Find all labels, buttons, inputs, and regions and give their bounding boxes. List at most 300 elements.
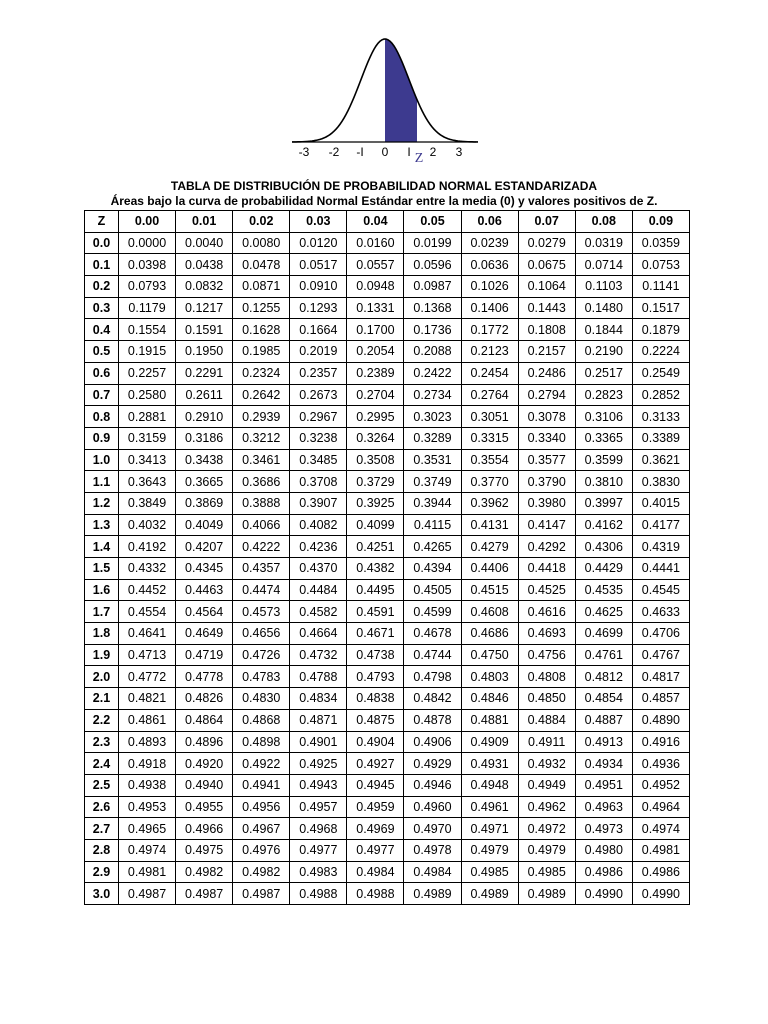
- probability-cell: 0.1217: [176, 297, 233, 319]
- probability-cell: 0.2939: [233, 406, 290, 428]
- probability-cell: 0.2517: [575, 362, 632, 384]
- probability-cell: 0.0675: [518, 254, 575, 276]
- table-row: [85, 774, 690, 796]
- probability-cell: 0.4345: [176, 558, 233, 580]
- probability-cell: 0.4535: [575, 579, 632, 601]
- z-value-cell: 1.7: [85, 601, 119, 623]
- probability-cell: 0.1985: [233, 341, 290, 363]
- probability-cell: 0.4838: [347, 688, 404, 710]
- table-row: [85, 839, 690, 861]
- z-value-cell: 1.1: [85, 471, 119, 493]
- probability-cell: 0.0438: [176, 254, 233, 276]
- probability-cell: 0.2190: [575, 341, 632, 363]
- probability-cell: 0.0517: [290, 254, 347, 276]
- probability-cell: 0.4985: [461, 861, 518, 883]
- table-row: [85, 276, 690, 298]
- probability-cell: 0.0793: [119, 276, 176, 298]
- probability-cell: 0.3554: [461, 449, 518, 471]
- probability-cell: 0.2967: [290, 406, 347, 428]
- probability-cell: 0.3264: [347, 427, 404, 449]
- probability-cell: 0.1480: [575, 297, 632, 319]
- z-value-cell: 0.9: [85, 427, 119, 449]
- probability-cell: 0.4965: [119, 818, 176, 840]
- probability-cell: 0.2673: [290, 384, 347, 406]
- probability-cell: 0.0398: [119, 254, 176, 276]
- probability-cell: 0.4131: [461, 514, 518, 536]
- probability-cell: 0.4554: [119, 601, 176, 623]
- probability-cell: 0.4236: [290, 536, 347, 558]
- probability-cell: 0.3749: [404, 471, 461, 493]
- probability-cell: 0.4616: [518, 601, 575, 623]
- probability-cell: 0.3023: [404, 406, 461, 428]
- column-header: 0.03: [290, 211, 347, 233]
- probability-cell: 0.4515: [461, 579, 518, 601]
- z-value-cell: 2.4: [85, 753, 119, 775]
- probability-cell: 0.3315: [461, 427, 518, 449]
- probability-cell: 0.1141: [632, 276, 689, 298]
- probability-cell: 0.4962: [518, 796, 575, 818]
- probability-cell: 0.1591: [176, 319, 233, 341]
- probability-cell: 0.1293: [290, 297, 347, 319]
- probability-cell: 0.1064: [518, 276, 575, 298]
- normal-curve-figure: [0, 0, 768, 175]
- column-header: 0.05: [404, 211, 461, 233]
- probability-cell: 0.4738: [347, 644, 404, 666]
- probability-cell: 0.4989: [518, 883, 575, 905]
- probability-cell: 0.4382: [347, 558, 404, 580]
- probability-cell: 0.2734: [404, 384, 461, 406]
- probability-cell: 0.1103: [575, 276, 632, 298]
- z-value-cell: 2.0: [85, 666, 119, 688]
- z-value-cell: 0.2: [85, 276, 119, 298]
- z-value-cell: 3.0: [85, 883, 119, 905]
- table-row: [85, 666, 690, 688]
- probability-cell: 0.3289: [404, 427, 461, 449]
- probability-cell: 0.4850: [518, 688, 575, 710]
- probability-cell: 0.4177: [632, 514, 689, 536]
- probability-cell: 0.4945: [347, 774, 404, 796]
- probability-cell: 0.3907: [290, 492, 347, 514]
- probability-cell: 0.4977: [290, 839, 347, 861]
- z-value-cell: 0.7: [85, 384, 119, 406]
- probability-cell: 0.2054: [347, 341, 404, 363]
- probability-cell: 0.3212: [233, 427, 290, 449]
- probability-cell: 0.4693: [518, 623, 575, 645]
- probability-cell: 0.4955: [176, 796, 233, 818]
- probability-cell: 0.4292: [518, 536, 575, 558]
- header-row: [85, 211, 690, 233]
- probability-cell: 0.2823: [575, 384, 632, 406]
- probability-cell: 0.3869: [176, 492, 233, 514]
- probability-cell: 0.4920: [176, 753, 233, 775]
- z-value-cell: 0.3: [85, 297, 119, 319]
- table-row: [85, 341, 690, 363]
- probability-cell: 0.0000: [119, 232, 176, 254]
- probability-cell: 0.4990: [632, 883, 689, 905]
- probability-cell: 0.4032: [119, 514, 176, 536]
- probability-cell: 0.4099: [347, 514, 404, 536]
- probability-cell: 0.0910: [290, 276, 347, 298]
- probability-cell: 0.0239: [461, 232, 518, 254]
- probability-cell: 0.0319: [575, 232, 632, 254]
- probability-cell: 0.2454: [461, 362, 518, 384]
- probability-cell: 0.4441: [632, 558, 689, 580]
- probability-cell: 0.0080: [233, 232, 290, 254]
- probability-cell: 0.4929: [404, 753, 461, 775]
- probability-cell: 0.1406: [461, 297, 518, 319]
- z-value-cell: 0.5: [85, 341, 119, 363]
- probability-cell: 0.4990: [575, 883, 632, 905]
- probability-cell: 0.4979: [461, 839, 518, 861]
- probability-cell: 0.2764: [461, 384, 518, 406]
- probability-cell: 0.4980: [575, 839, 632, 861]
- probability-cell: 0.2389: [347, 362, 404, 384]
- probability-cell: 0.4940: [176, 774, 233, 796]
- probability-cell: 0.4936: [632, 753, 689, 775]
- probability-cell: 0.4147: [518, 514, 575, 536]
- probability-cell: 0.4756: [518, 644, 575, 666]
- probability-cell: 0.4732: [290, 644, 347, 666]
- probability-cell: 0.4967: [233, 818, 290, 840]
- z-value-cell: 1.5: [85, 558, 119, 580]
- column-header: 0.04: [347, 211, 404, 233]
- probability-cell: 0.3340: [518, 427, 575, 449]
- probability-cell: 0.0279: [518, 232, 575, 254]
- z-value-cell: 2.8: [85, 839, 119, 861]
- probability-cell: 0.4706: [632, 623, 689, 645]
- probability-cell: 0.2257: [119, 362, 176, 384]
- probability-cell: 0.4893: [119, 731, 176, 753]
- probability-cell: 0.4788: [290, 666, 347, 688]
- table-row: [85, 232, 690, 254]
- table-row: [85, 362, 690, 384]
- probability-cell: 0.0596: [404, 254, 461, 276]
- table-row: [85, 384, 690, 406]
- z-value-cell: 0.6: [85, 362, 119, 384]
- axis-tick-label: 3: [455, 145, 463, 159]
- probability-cell: 0.4961: [461, 796, 518, 818]
- normal-curve-svg: [0, 0, 768, 175]
- probability-cell: 0.4976: [233, 839, 290, 861]
- axis-tick-label: 2: [429, 145, 437, 159]
- probability-cell: 0.4913: [575, 731, 632, 753]
- z-value-cell: 2.3: [85, 731, 119, 753]
- probability-cell: 0.3413: [119, 449, 176, 471]
- probability-cell: 0.2291: [176, 362, 233, 384]
- probability-cell: 0.0987: [404, 276, 461, 298]
- probability-cell: 0.4861: [119, 709, 176, 731]
- table-row: [85, 731, 690, 753]
- table-row: [85, 709, 690, 731]
- probability-cell: 0.1517: [632, 297, 689, 319]
- probability-cell: 0.2611: [176, 384, 233, 406]
- probability-cell: 0.3925: [347, 492, 404, 514]
- probability-cell: 0.4978: [404, 839, 461, 861]
- probability-cell: 0.3106: [575, 406, 632, 428]
- probability-cell: 0.4878: [404, 709, 461, 731]
- probability-cell: 0.4671: [347, 623, 404, 645]
- probability-cell: 0.4925: [290, 753, 347, 775]
- probability-cell: 0.0120: [290, 232, 347, 254]
- column-header: 0.09: [632, 211, 689, 233]
- probability-cell: 0.4319: [632, 536, 689, 558]
- probability-cell: 0.3438: [176, 449, 233, 471]
- probability-cell: 0.2549: [632, 362, 689, 384]
- probability-cell: 0.3508: [347, 449, 404, 471]
- probability-cell: 0.4934: [575, 753, 632, 775]
- probability-cell: 0.3389: [632, 427, 689, 449]
- probability-cell: 0.4864: [176, 709, 233, 731]
- z-label: Z: [414, 151, 424, 166]
- probability-cell: 0.0871: [233, 276, 290, 298]
- probability-cell: 0.4973: [575, 818, 632, 840]
- probability-cell: 0.1368: [404, 297, 461, 319]
- z-value-cell: 1.0: [85, 449, 119, 471]
- probability-cell: 0.0040: [176, 232, 233, 254]
- probability-cell: 0.3944: [404, 492, 461, 514]
- probability-cell: 0.0557: [347, 254, 404, 276]
- probability-cell: 0.0948: [347, 276, 404, 298]
- probability-cell: 0.4842: [404, 688, 461, 710]
- probability-cell: 0.2123: [461, 341, 518, 363]
- probability-cell: 0.4406: [461, 558, 518, 580]
- probability-cell: 0.1915: [119, 341, 176, 363]
- probability-cell: 0.4963: [575, 796, 632, 818]
- probability-cell: 0.4875: [347, 709, 404, 731]
- probability-cell: 0.2324: [233, 362, 290, 384]
- probability-cell: 0.4821: [119, 688, 176, 710]
- probability-cell: 0.4750: [461, 644, 518, 666]
- probability-cell: 0.4916: [632, 731, 689, 753]
- probability-cell: 0.4985: [518, 861, 575, 883]
- probability-cell: 0.3461: [233, 449, 290, 471]
- probability-cell: 0.4564: [176, 601, 233, 623]
- probability-cell: 0.4830: [233, 688, 290, 710]
- probability-cell: 0.4957: [290, 796, 347, 818]
- axis-tick-label: -2: [328, 145, 340, 159]
- probability-cell: 0.4918: [119, 753, 176, 775]
- z-value-cell: 1.4: [85, 536, 119, 558]
- probability-cell: 0.0160: [347, 232, 404, 254]
- probability-cell: 0.4678: [404, 623, 461, 645]
- probability-cell: 0.4599: [404, 601, 461, 623]
- probability-cell: 0.0753: [632, 254, 689, 276]
- probability-cell: 0.3729: [347, 471, 404, 493]
- probability-cell: 0.1554: [119, 319, 176, 341]
- table-row: [85, 818, 690, 840]
- axis-tick-label: -3: [298, 145, 310, 159]
- probability-cell: 0.4943: [290, 774, 347, 796]
- table-row: [85, 601, 690, 623]
- probability-cell: 0.0478: [233, 254, 290, 276]
- probability-cell: 0.4495: [347, 579, 404, 601]
- probability-cell: 0.4812: [575, 666, 632, 688]
- probability-cell: 0.1179: [119, 297, 176, 319]
- probability-cell: 0.4162: [575, 514, 632, 536]
- probability-cell: 0.1700: [347, 319, 404, 341]
- z-value-cell: 1.9: [85, 644, 119, 666]
- probability-cell: 0.4484: [290, 579, 347, 601]
- table-row: [85, 514, 690, 536]
- probability-cell: 0.4974: [632, 818, 689, 840]
- probability-cell: 0.4699: [575, 623, 632, 645]
- probability-cell: 0.4778: [176, 666, 233, 688]
- probability-cell: 0.4664: [290, 623, 347, 645]
- probability-cell: 0.3849: [119, 492, 176, 514]
- z-value-cell: 1.3: [85, 514, 119, 536]
- probability-cell: 0.4906: [404, 731, 461, 753]
- probability-cell: 0.4966: [176, 818, 233, 840]
- probability-cell: 0.4987: [119, 883, 176, 905]
- probability-cell: 0.4960: [404, 796, 461, 818]
- probability-cell: 0.2794: [518, 384, 575, 406]
- probability-cell: 0.4970: [404, 818, 461, 840]
- probability-cell: 0.4904: [347, 731, 404, 753]
- z-column-header: Z: [85, 211, 119, 233]
- probability-cell: 0.4783: [233, 666, 290, 688]
- probability-cell: 0.1443: [518, 297, 575, 319]
- table-row: [85, 861, 690, 883]
- table-row: [85, 796, 690, 818]
- probability-cell: 0.4826: [176, 688, 233, 710]
- axis-tick-label: -I: [356, 145, 364, 159]
- probability-cell: 0.4959: [347, 796, 404, 818]
- probability-cell: 0.2422: [404, 362, 461, 384]
- table-row: [85, 406, 690, 428]
- probability-cell: 0.4890: [632, 709, 689, 731]
- probability-cell: 0.4927: [347, 753, 404, 775]
- probability-cell: 0.4982: [176, 861, 233, 883]
- probability-cell: 0.3531: [404, 449, 461, 471]
- probability-cell: 0.4808: [518, 666, 575, 688]
- probability-cell: 0.4857: [632, 688, 689, 710]
- z-value-cell: 0.0: [85, 232, 119, 254]
- probability-cell: 0.4049: [176, 514, 233, 536]
- z-value-cell: 0.4: [85, 319, 119, 341]
- column-header: 0.06: [461, 211, 518, 233]
- probability-cell: 0.1844: [575, 319, 632, 341]
- probability-cell: 0.3830: [632, 471, 689, 493]
- probability-cell: 0.4686: [461, 623, 518, 645]
- probability-cell: 0.4505: [404, 579, 461, 601]
- probability-cell: 0.4649: [176, 623, 233, 645]
- probability-cell: 0.4949: [518, 774, 575, 796]
- probability-cell: 0.4881: [461, 709, 518, 731]
- probability-cell: 0.4767: [632, 644, 689, 666]
- probability-cell: 0.4983: [290, 861, 347, 883]
- probability-cell: 0.2995: [347, 406, 404, 428]
- table-row: [85, 536, 690, 558]
- probability-cell: 0.4974: [119, 839, 176, 861]
- probability-cell: 0.4988: [347, 883, 404, 905]
- probability-cell: 0.4834: [290, 688, 347, 710]
- probability-cell: 0.0359: [632, 232, 689, 254]
- probability-cell: 0.4332: [119, 558, 176, 580]
- probability-cell: 0.4987: [176, 883, 233, 905]
- probability-cell: 0.4207: [176, 536, 233, 558]
- probability-cell: 0.2088: [404, 341, 461, 363]
- probability-cell: 0.1879: [632, 319, 689, 341]
- z-value-cell: 2.9: [85, 861, 119, 883]
- probability-cell: 0.4982: [233, 861, 290, 883]
- page-title: TABLA DE DISTRIBUCIÓN DE PROBABILIDAD NORMAL ESTANDARIZADA: [170, 179, 598, 193]
- column-header: 0.02: [233, 211, 290, 233]
- probability-cell: 0.4871: [290, 709, 347, 731]
- probability-cell: 0.4946: [404, 774, 461, 796]
- probability-cell: 0.4418: [518, 558, 575, 580]
- probability-cell: 0.4989: [404, 883, 461, 905]
- probability-cell: 0.3051: [461, 406, 518, 428]
- z-value-cell: 2.2: [85, 709, 119, 731]
- column-header: 0.00: [119, 211, 176, 233]
- probability-cell: 0.3962: [461, 492, 518, 514]
- probability-cell: 0.4251: [347, 536, 404, 558]
- probability-cell: 0.3770: [461, 471, 518, 493]
- probability-cell: 0.3708: [290, 471, 347, 493]
- probability-cell: 0.2642: [233, 384, 290, 406]
- column-header: 0.07: [518, 211, 575, 233]
- z-value-cell: 2.5: [85, 774, 119, 796]
- probability-cell: 0.4948: [461, 774, 518, 796]
- probability-cell: 0.0636: [461, 254, 518, 276]
- probability-cell: 0.3577: [518, 449, 575, 471]
- probability-cell: 0.4956: [233, 796, 290, 818]
- probability-cell: 0.4265: [404, 536, 461, 558]
- probability-cell: 0.3810: [575, 471, 632, 493]
- z-value-cell: 1.6: [85, 579, 119, 601]
- probability-cell: 0.3665: [176, 471, 233, 493]
- probability-cell: 0.4015: [632, 492, 689, 514]
- probability-cell: 0.4964: [632, 796, 689, 818]
- probability-cell: 0.4922: [233, 753, 290, 775]
- probability-cell: 0.4952: [632, 774, 689, 796]
- probability-cell: 0.1255: [233, 297, 290, 319]
- probability-cell: 0.4066: [233, 514, 290, 536]
- probability-cell: 0.3621: [632, 449, 689, 471]
- z-table: [84, 210, 690, 905]
- probability-cell: 0.4953: [119, 796, 176, 818]
- probability-cell: 0.3159: [119, 427, 176, 449]
- z-value-cell: 2.1: [85, 688, 119, 710]
- probability-cell: 0.4713: [119, 644, 176, 666]
- probability-cell: 0.2881: [119, 406, 176, 428]
- probability-cell: 0.3888: [233, 492, 290, 514]
- probability-cell: 0.3133: [632, 406, 689, 428]
- probability-cell: 0.4984: [404, 861, 461, 883]
- table-row: [85, 319, 690, 341]
- probability-cell: 0.4989: [461, 883, 518, 905]
- axis-tick-label: 0: [381, 145, 389, 159]
- probability-cell: 0.4909: [461, 731, 518, 753]
- table-row: [85, 427, 690, 449]
- probability-cell: 0.4911: [518, 731, 575, 753]
- probability-cell: 0.4525: [518, 579, 575, 601]
- table-row: [85, 449, 690, 471]
- probability-cell: 0.4901: [290, 731, 347, 753]
- probability-cell: 0.4772: [119, 666, 176, 688]
- probability-cell: 0.4896: [176, 731, 233, 753]
- probability-cell: 0.4941: [233, 774, 290, 796]
- probability-cell: 0.1664: [290, 319, 347, 341]
- table-row: [85, 297, 690, 319]
- probability-cell: 0.4279: [461, 536, 518, 558]
- probability-cell: 0.4573: [233, 601, 290, 623]
- probability-cell: 0.4429: [575, 558, 632, 580]
- probability-cell: 0.4357: [233, 558, 290, 580]
- probability-cell: 0.4545: [632, 579, 689, 601]
- probability-cell: 0.4969: [347, 818, 404, 840]
- probability-cell: 0.3238: [290, 427, 347, 449]
